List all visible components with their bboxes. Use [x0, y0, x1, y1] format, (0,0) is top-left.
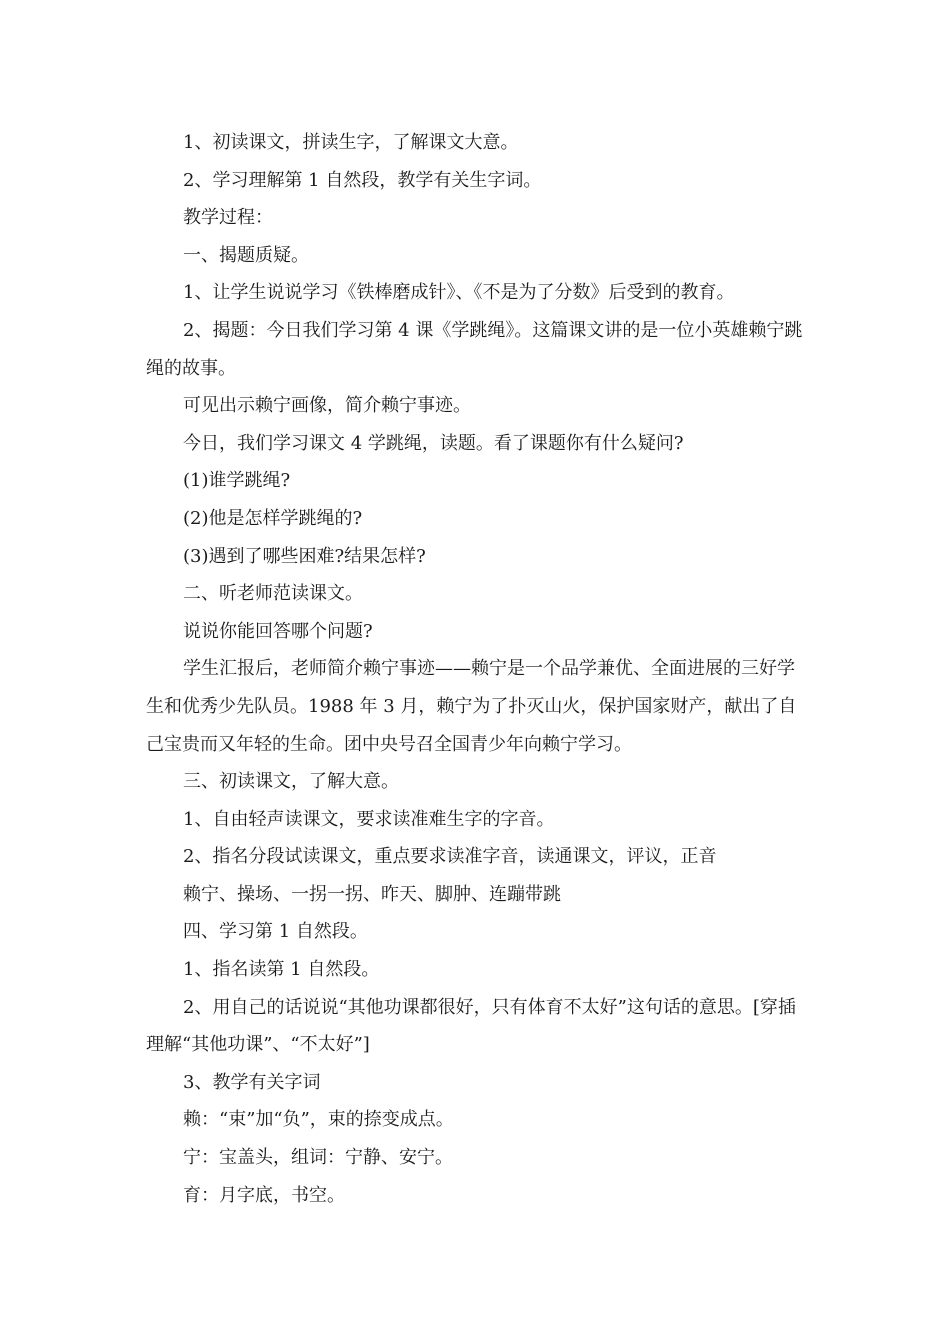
paragraph: 2、揭题：今日我们学习第 4 课《学跳绳》。这篇课文讲的是一位小英雄赖宁跳绳的故事。	[146, 319, 803, 379]
character-note: 宁：宝盖头，组词：宁静、安宁。	[183, 1147, 453, 1169]
paragraph: 学生汇报后，老师简介赖宁事迹——赖宁是一个品学兼优、全面进展的三好学生和优秀少先队员。1988 年 3 月，赖宁为了扑灭山火，保护国家财产，献出了自己宝贵而又年轻的生命。团中央号召全国青少年向赖宁学习。	[146, 658, 797, 755]
section-heading: 二、听老师范读课文。	[183, 583, 363, 605]
section-heading: 四、学习第 1 自然段。	[183, 921, 368, 943]
paragraph: 可见出示赖宁画像，简介赖宁事迹。	[183, 395, 471, 417]
paragraph: 说说你能回答哪个问题?	[183, 620, 373, 642]
character-note: 育：月字底，书空。	[183, 1184, 345, 1206]
paragraph: 1、指名读第 1 自然段。	[183, 959, 380, 981]
paragraph: 2、学习理解第 1 自然段，教学有关生字词。	[183, 169, 542, 191]
section-heading: 一、揭题质疑。	[183, 244, 309, 266]
section-heading: 三、初读课文，了解大意。	[183, 771, 399, 793]
paragraph: 1、让学生说说学习《铁棒磨成针》、《不是为了分数》后受到的教育。	[183, 282, 735, 304]
paragraph: 2、用自己的话说说“其他功课都很好，只有体育不太好”这句话的意思。[穿插理解“其他功课”、“不太好”]	[146, 996, 796, 1056]
paragraph: 2、指名分段试读课文，重点要求读准字音，读通课文，评议，正音	[183, 846, 717, 868]
character-note: 赖：“束”加“负”，束的捺变成点。	[183, 1109, 454, 1131]
question-item: (1)谁学跳绳?	[183, 470, 291, 492]
question-item: (2)他是怎样学跳绳的?	[183, 507, 363, 529]
paragraph: 1、初读课文，拼读生字，了解课文大意。	[183, 132, 519, 153]
paragraph: 1、自由轻声读课文，要求读准难生字的字音。	[183, 808, 555, 830]
paragraph: 今日，我们学习课文 4 学跳绳，读题。看了课题你有什么疑问?	[183, 432, 684, 454]
document-body	[146, 124, 808, 1214]
section-heading: 教学过程：	[183, 207, 273, 229]
word-list: 赖宁、操场、一拐一拐、昨天、脚肿、连蹦带跳	[183, 883, 561, 905]
question-item: (3)遇到了哪些困难?结果怎样?	[183, 545, 426, 567]
paragraph: 3、教学有关字词	[183, 1071, 321, 1093]
